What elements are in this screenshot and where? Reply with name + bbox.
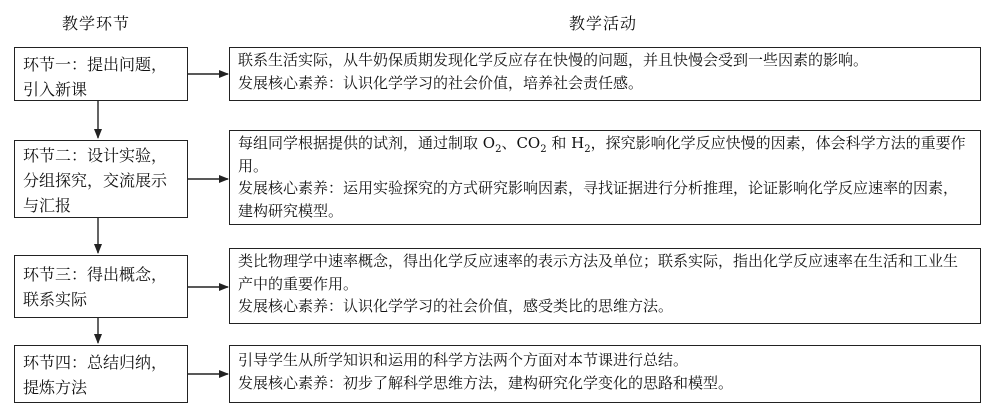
stage-2-line-1: 环节二：设计实验， (23, 146, 168, 165)
stage-1-line-2: 引入新课 (23, 80, 88, 99)
activity-box-2 (229, 130, 981, 225)
stage-4-line-2: 提炼方法 (23, 378, 88, 397)
activity-4-core-literacy: 发展核心素养：初步了解科学思维方法，建构研究化学变化的思路和模型。 (238, 373, 734, 392)
stage-2-line-3: 与汇报 (23, 196, 72, 215)
activity-2-core-literacy: 发展核心素养：运用实验探究的方式研究影响因素，寻找证据进行分析推理，论证影响化学反应速率的因素，建构研究模型。 (238, 179, 959, 220)
activity-column-header: 教学活动 (569, 14, 638, 33)
activity-box-3 (229, 248, 981, 324)
stage-4-line-1: 环节四：总结归纳， (23, 353, 168, 372)
stage-2-line-2: 分组探究，交流展示 (23, 171, 168, 190)
activity-3-text: 类比物理学中速率概念，得出化学反应速率的表示方法及单位；联系实际，指出化学反应速率在生活和工业生产中的重要作用。 (238, 252, 959, 293)
activity-1-text: 联系生活实际，从牛奶保质期发现化学反应存在快慢的问题，并且快慢会受到一些因素的影响。 (238, 51, 869, 69)
stage-3-line-1: 环节三：得出概念， (23, 265, 168, 284)
stage-column-header: 教学环节 (62, 14, 131, 33)
stage-box-3 (14, 255, 188, 318)
stage-box-1 (14, 47, 188, 101)
activity-1-core-literacy: 发展核心素养：认识化学学习的社会价值，培养社会责任感。 (238, 73, 644, 92)
activity-2-text: 每组同学根据提供的试剂，通过制取 $O_2$、$CO_2$ 和 $H_2$，探究影响化学反应快慢的因素，体会科学方法的重要作用。 (238, 134, 966, 175)
stage-box-2 (14, 140, 188, 218)
activity-3-core-literacy: 发展核心素养：认识化学学习的社会价值，感受类比的思维方法。 (238, 297, 674, 315)
activity-4-text: 引导学生从所学知识和运用的科学方法两个方面对本节课进行总结。 (238, 351, 689, 369)
activity-box-4 (229, 345, 981, 403)
activity-box-1 (229, 47, 981, 101)
stage-3-line-2: 联系实际 (23, 290, 88, 309)
stage-box-4 (14, 345, 188, 403)
stage-1-line-1: 环节一：提出问题， (23, 55, 168, 74)
